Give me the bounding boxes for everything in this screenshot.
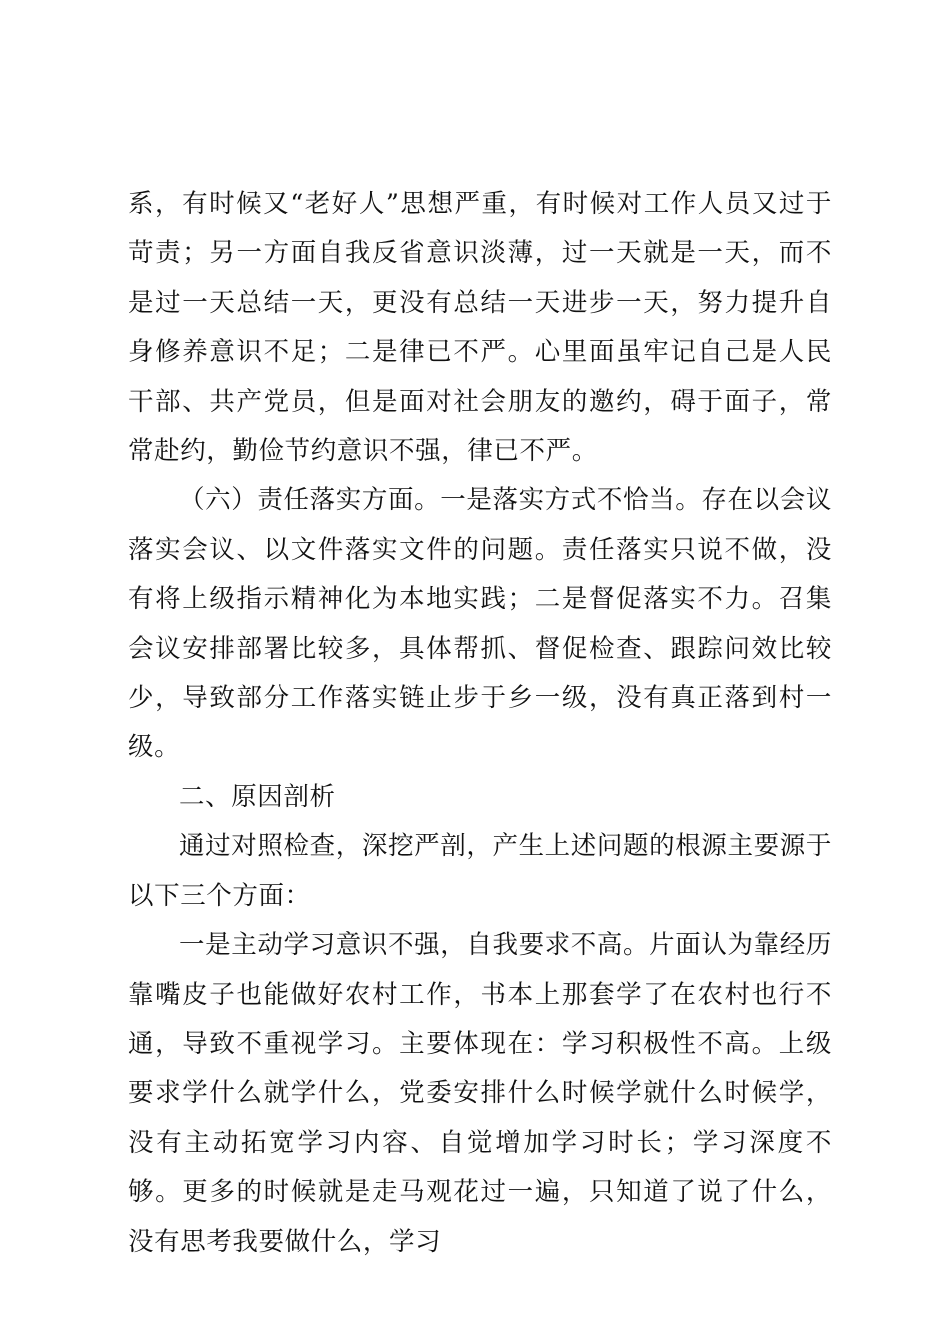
paragraph-intro-causes: 通过对照检查，深挖严剖，产生上述问题的根源主要源于以下三个方面： bbox=[128, 831, 832, 911]
paragraph-continuation: 系，有时候又“老好人”思想严重，有时候对工作人员又过于苛责；另一方面自我反省意识淡薄，过一天就是一天，而不是过一天总结一天，更没有总结一天进步一天，努力提升自身修养意识不足；二是律已不严。心里面虽牢记自己是人民干部、共产党员，但是面对社会朋友的邀约，碍于面子，常常赴约，勤俭节约意识不强，律已不严。 bbox=[128, 189, 832, 467]
document-body bbox=[128, 180, 832, 1267]
paragraph-cause-one: 一是主动学习意识不强，自我要求不高。片面认为靠经历靠嘴皮子也能做好农村工作，书本上那套学了在农村也行不通，导致不重视学习。主要体现在：学习积极性不高。上级要求学什么就学什么，党委安排什么时候学就什么时候学，没有主动拓宽学习内容、自觉增加学习时长；学习深度不够。更多的时候就是走马观花过一遍，只知道了说了什么，没有思考我要做什么，学习 bbox=[128, 930, 832, 1257]
section-heading-cause-analysis: 二、原因剖析 bbox=[179, 781, 336, 812]
paragraph-responsibility: （六）责任落实方面。一是落实方式不恰当。存在以会议落实会议、以文件落实文件的问题。责任落实只说不做，没有将上级指示精神化为本地实践；二是督促落实不力。召集会议安排部署比较多，具体帮抓、督促检查、跟踪问效比较少，导致部分工作落实链止步于乡一级，没有真正落到村一级。 bbox=[128, 485, 832, 763]
